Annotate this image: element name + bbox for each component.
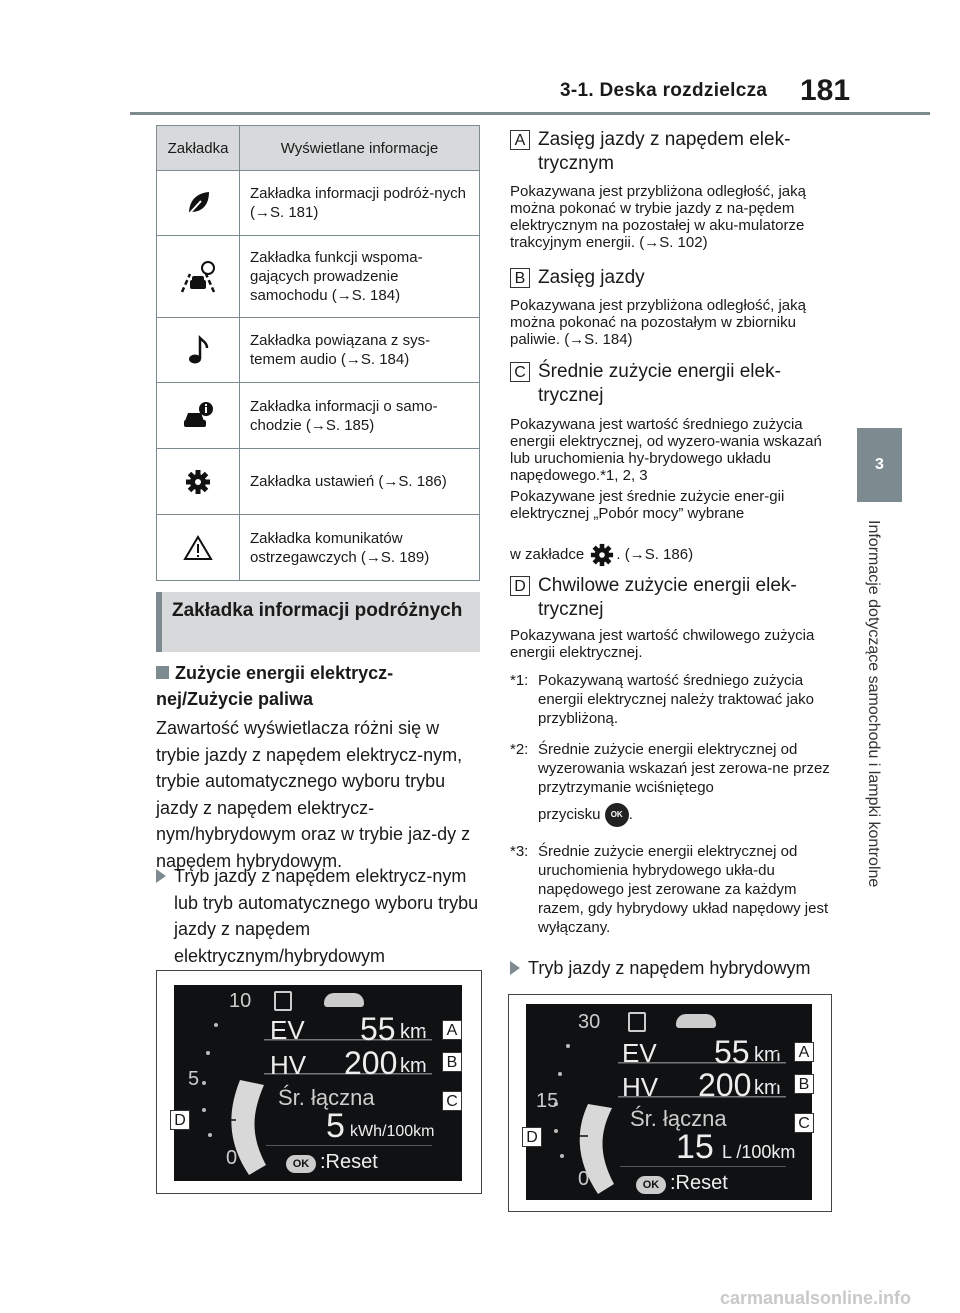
label-a-icon: A [510, 130, 530, 150]
warning-triangle-icon [157, 515, 240, 581]
table-row [157, 449, 480, 515]
table-row [157, 383, 480, 449]
intro-paragraph: Zawartość wyświetlacza różni się w trybie jazdy z napędem elektrycz-nym, trybie automatycznego wyboru trybu jazdy z napędem elektrycz-nym/hybrydowym oraz w trybie jaz-dy z napędem hybrydowym. [156, 718, 471, 871]
ok-button-icon: OK [286, 1155, 316, 1173]
ok-button-icon: OK [636, 1176, 666, 1194]
callout-label-a: A [794, 1042, 814, 1062]
scale-label-mid: 5 [188, 1068, 200, 1090]
footnote-mark: *3: [510, 843, 529, 860]
table-row [157, 515, 480, 581]
callout-lines-1 [156, 970, 480, 1192]
label-d-icon: D [510, 576, 530, 596]
reset-label: :Reset [320, 1151, 378, 1173]
chapter-tab: 3 [857, 428, 902, 502]
section-heading: Zakładka informacji podróżnych [156, 592, 480, 652]
table-cell-text: Zakładka komunikatów ostrzegawczych (→S. 189) [240, 515, 480, 581]
label-c-icon: C [510, 362, 530, 382]
ev-unit: km [400, 1021, 427, 1043]
chapter-side-text: Informacje dotyczące samochodu i lampki kontrolne [865, 520, 882, 888]
item-b-desc: Pokazywana jest przybliżona odległość, jaką można pokonać na pozostałym w zbiorniku paliwie. (→S. 184) [510, 297, 806, 348]
hv-label: HV [622, 1072, 659, 1102]
mode-bullet: Tryb jazdy z napędem elektrycz-nym lub tryb automatycznego wyboru trybu jazdy z napędem elektrycznym/hybrydowym [156, 863, 480, 969]
table-row [157, 318, 480, 383]
footnote-mark: *2: [510, 741, 529, 758]
item-d-title: D Chwilowe zużycie energii elek-trycznej [510, 574, 830, 622]
item-c-title: C Średnie zużycie energii elek-trycznej [510, 360, 830, 408]
label-b-icon: B [510, 268, 530, 288]
average-label: Śr. łączna [278, 1085, 375, 1110]
table-cell-text: Zakładka ustawień (→S. 186) [240, 449, 480, 515]
table-cell-text: Zakładka informacji o samo-chodzie (→S. 185) [240, 383, 480, 449]
average-label: Śr. łączna [630, 1106, 727, 1131]
item-a-title: A Zasięg jazdy z napędem elek-trycznym [510, 128, 830, 176]
ev-value: 55 [360, 1011, 396, 1047]
hv-value: 200 [344, 1045, 398, 1081]
hybrid-mode-bullet: Tryb jazdy z napędem hybrydowym [510, 955, 840, 982]
chapter-title: 3-1. Deska rozdzielcza [560, 80, 768, 101]
footnote-2: *2: Średnie zużycie energii elektrycznej od wyzerowania wskazań jest zerowa-ne przez przytrzymanie wciśniętego przycisku OK . [510, 740, 830, 827]
settings-gear-icon [157, 449, 240, 515]
scale-label-bottom: 0 [578, 1168, 590, 1190]
average-unit: kWh/100km [350, 1123, 435, 1140]
header-rule [130, 112, 930, 115]
callout-label-b: B [794, 1074, 814, 1094]
footnote-1: *1: Pokazywaną wartość średniego zużycia energii elektrycznej należy traktować jako przybliżoną. [510, 672, 814, 727]
callout-label-b: B [442, 1052, 462, 1072]
ev-unit: km [754, 1044, 781, 1066]
callout-label-d: D [170, 1110, 190, 1130]
triangle-bullet-icon [156, 869, 166, 883]
item-a-desc: Pokazywana jest przybliżona odległość, jaką można pokonać w trybie jazdy z na-pędem elektrycznym na pozostałej w aku-mulatorze trakcyjnym energii. (→S. 102) [510, 183, 806, 251]
scale-label-mid: 15 [536, 1090, 559, 1112]
hv-unit: km [754, 1077, 781, 1099]
square-bullet-icon [156, 666, 169, 679]
tabs-table [156, 125, 480, 581]
table-row [157, 171, 480, 236]
item-c-desc-3: w zakładce . (→S. 186) [510, 543, 830, 567]
item-b-title: B Zasięg jazdy [510, 266, 830, 290]
table-cell-text: Zakładka funkcji wspoma-gających prowadzenie samochodu (→S. 184) [240, 236, 480, 318]
table-cell-text: Zakładka powiązana z sys-temem audio (→S. 184) [240, 318, 480, 383]
hv-value: 200 [698, 1067, 752, 1103]
footnote-3: *3: Średnie zużycie energii elektrycznej od uruchomienia hybrydowego ukła-du napędowego jest zerowane za każdym razem, gdy hybrydowy układ napędowy jest wyłączany. [510, 843, 829, 936]
table-cell-text: Zakładka informacji podróż-nych (→S. 181) [240, 171, 480, 236]
table-header-tab: Zakładka [157, 126, 240, 171]
page-number: 181 [800, 74, 851, 107]
watermark: carmanualsonline.info [720, 1288, 912, 1308]
scale-label-top: 10 [229, 990, 252, 1012]
vehicle-info-icon [157, 383, 240, 449]
average-value: 5 [326, 1107, 345, 1145]
callout-label-a: A [442, 1020, 462, 1040]
scale-label-top: 30 [578, 1011, 601, 1033]
ok-button-icon: OK [605, 803, 629, 827]
table-header-info: Wyświetlane informacje [240, 126, 480, 171]
hv-label: HV [270, 1050, 307, 1080]
driver-assist-icon [157, 236, 240, 318]
triangle-bullet-icon [510, 961, 520, 975]
item-c-desc: Pokazywana jest wartość średniego zużycia energii elektrycznej, od wyzero-wania wskazań lub uruchomienia hy-brydowego układu napędowego.*1, 2, 3 [510, 416, 822, 484]
average-value: 15 [676, 1128, 714, 1166]
hv-unit: km [400, 1055, 427, 1077]
callout-label-c: C [442, 1091, 462, 1111]
ev-label: EV [270, 1015, 305, 1045]
footnote-mark: *1: [510, 672, 529, 689]
item-d-desc: Pokazywana jest wartość chwilowego zużycia energii elektrycznej. [510, 627, 815, 661]
table-row [157, 236, 480, 318]
settings-gear-icon [590, 543, 614, 567]
music-note-icon [157, 318, 240, 383]
item-c-desc-2: Pokazywane jest średnie zużycie ener-gii elektrycznej „Pobór mocy” wybrane [510, 488, 785, 522]
callout-label-c: C [794, 1113, 814, 1133]
leaf-icon [157, 171, 240, 236]
scale-label-bottom: 0 [226, 1147, 238, 1169]
ev-value: 55 [714, 1034, 750, 1070]
ev-label: EV [622, 1038, 657, 1068]
callout-label-d: D [522, 1127, 542, 1147]
callout-lines-2 [508, 994, 830, 1210]
reset-label: :Reset [670, 1172, 728, 1194]
subheading: Zużycie energii elektrycz-nej/Zużycie paliwa [156, 663, 394, 709]
average-unit: L /100km [722, 1142, 796, 1162]
